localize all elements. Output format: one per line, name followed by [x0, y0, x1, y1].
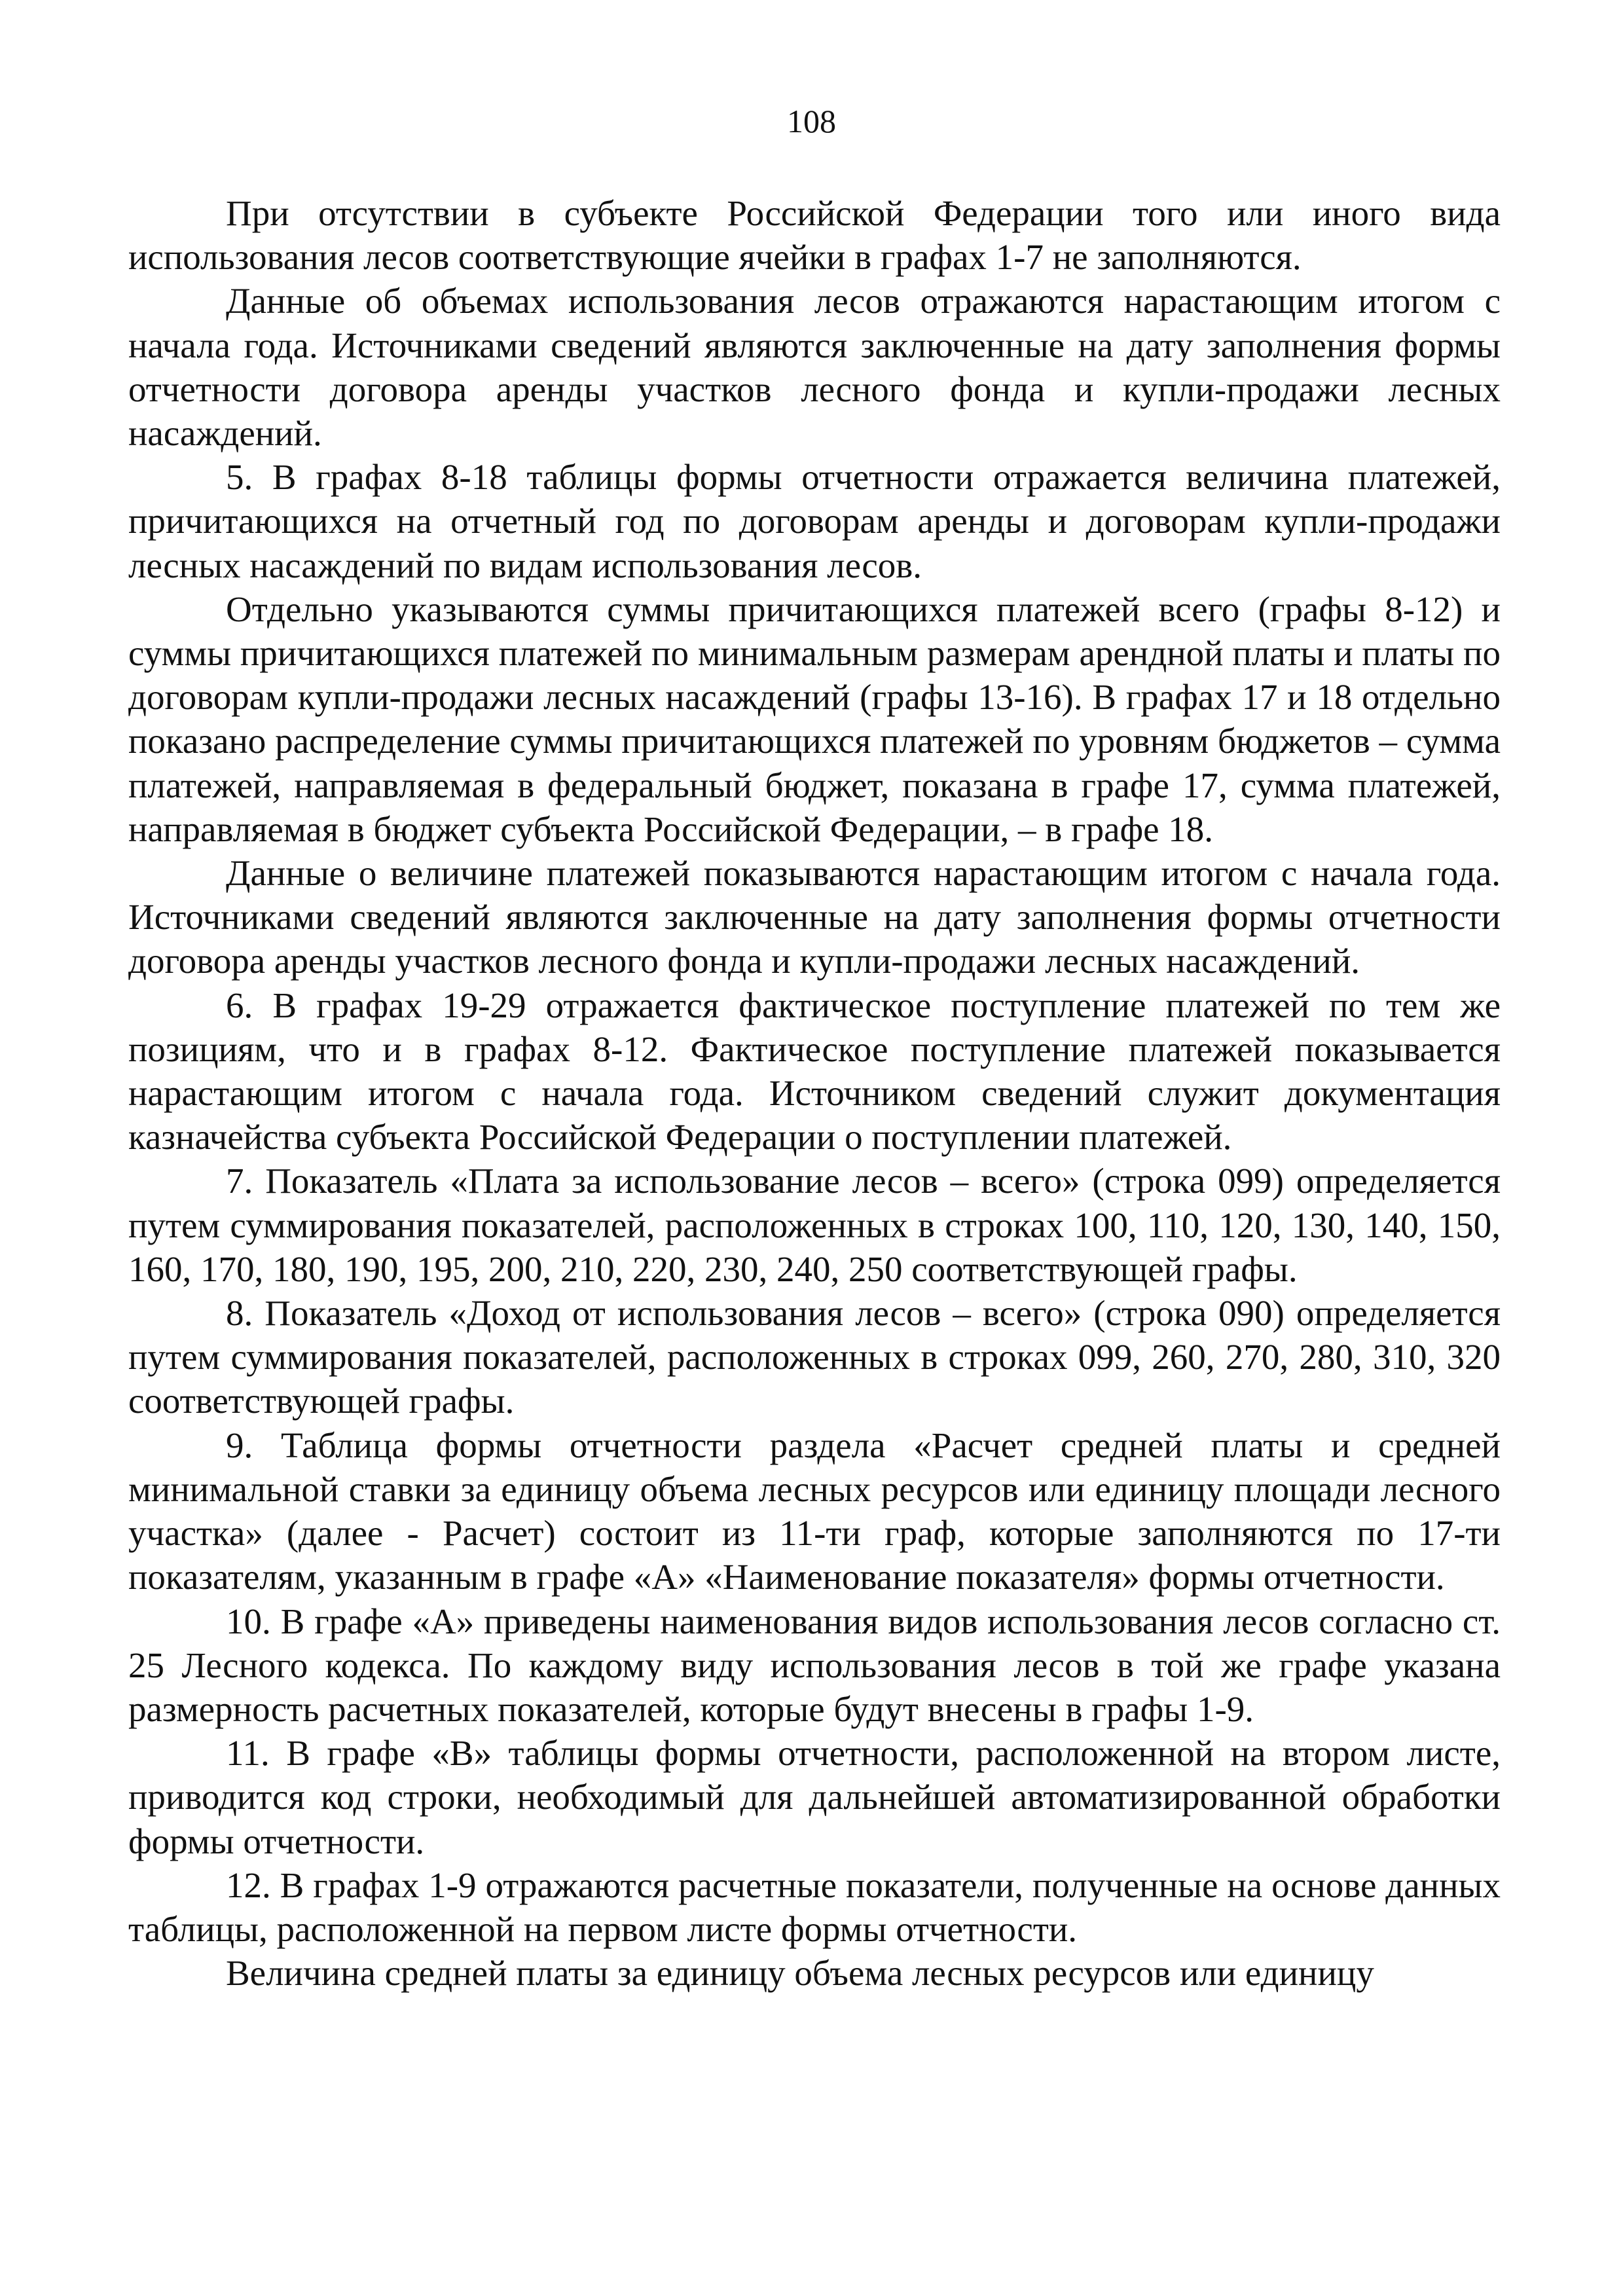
- paragraph-item-9: 9. Таблица формы отчетности раздела «Расчет средней платы и средней минимальной ставки за единицу объема лесных ресурсов или единицу площади лесного участка» (далее - Расчет) состоит из 11-ти граф, которые заполняются по 17-ти показателям, указанным в графе «А» «Наименование показателя» формы отчетности.: [128, 1425, 1501, 1597]
- paragraph-item-7: 7. Показатель «Плата за использование лесов – всего» (строка 099) определяется путем суммирования показателей, расположенных в строках 100, 110, 120, 130, 140, 150, 160, 170, 180, 190, 195, 200, 210, 220, 230, 240, 250 соответствующей графы.: [128, 1161, 1501, 1289]
- paragraph-payments-separately: Отдельно указываются суммы причитающихся платежей всего (графы 8-12) и суммы причитающихся платежей по минимальным размерам арендной платы и платы по договорам купли-продажи лесных насаждений (графы 13-16). В графах 17 и 18 отдельно показано распределение суммы причитающихся платежей по уровням бюджетов – сумма платежей, направляемая в федеральный бюджет, показана в графе 17, сумма платежей, направляемая в бюджет субъекта Российской Федерации, – в графе 18.: [128, 589, 1501, 849]
- page-number: 108: [787, 103, 836, 139]
- document-body: [128, 191, 1501, 1995]
- paragraph-absence-note: При отсутствии в субъекте Российской Федерации того или иного вида использования лесов соответствующие ячейки в графах 1-7 не заполняются.: [128, 193, 1501, 278]
- paragraph-item-10: 10. В графе «А» приведены наименования видов использования лесов согласно ст. 25 Лесного кодекса. По каждому виду использования лесов в той же графе указана размерность расчетных показателей, которые будут внесены в графы 1-9.: [128, 1601, 1501, 1729]
- paragraph-usage-data: Данные об объемах использования лесов отражаются нарастающим итогом с начала года. Источниками сведений являются заключенные на дату заполнения формы отчетности договора аренды участков лесного фонда и купли-продажи лесных насаждений.: [128, 281, 1501, 454]
- paragraph-item-5: 5. В графах 8-18 таблицы формы отчетности отражается величина платежей, причитающихся на отчетный год по договорам аренды и договорам купли-продажи лесных насаждений по видам использования лесов.: [128, 457, 1501, 585]
- paragraph-item-12: 12. В графах 1-9 отражаются расчетные показатели, полученные на основе данных таблицы, расположенной на первом листе формы отчетности.: [128, 1865, 1501, 1949]
- paragraph-average-fee: Величина средней платы за единицу объема лесных ресурсов или единицу: [226, 1953, 1374, 1994]
- paragraph-item-8: 8. Показатель «Доход от использования лесов – всего» (строка 090) определяется путем суммирования показателей, расположенных в строках 099, 260, 270, 280, 310, 320 соответствующей графы.: [128, 1293, 1501, 1421]
- paragraph-item-6: 6. В графах 19-29 отражается фактическое поступление платежей по тем же позициям, что и в графах 8-12. Фактическое поступление платежей показывается нарастающим итогом с начала года. Источником сведений служит документация казначейства субъекта Российской Федерации о поступлении платежей.: [128, 985, 1501, 1157]
- paragraph-item-11: 11. В графе «В» таблицы формы отчетности, расположенной на втором листе, приводится код строки, необходимый для дальнейшей автоматизированной обработки формы отчетности.: [128, 1733, 1501, 1861]
- paragraph-payments-data: Данные о величине платежей показываются нарастающим итогом с начала года. Источниками сведений являются заключенные на дату заполнения формы отчетности договора аренды участков лесного фонда и купли-продажи лесных насаждений.: [128, 853, 1501, 981]
